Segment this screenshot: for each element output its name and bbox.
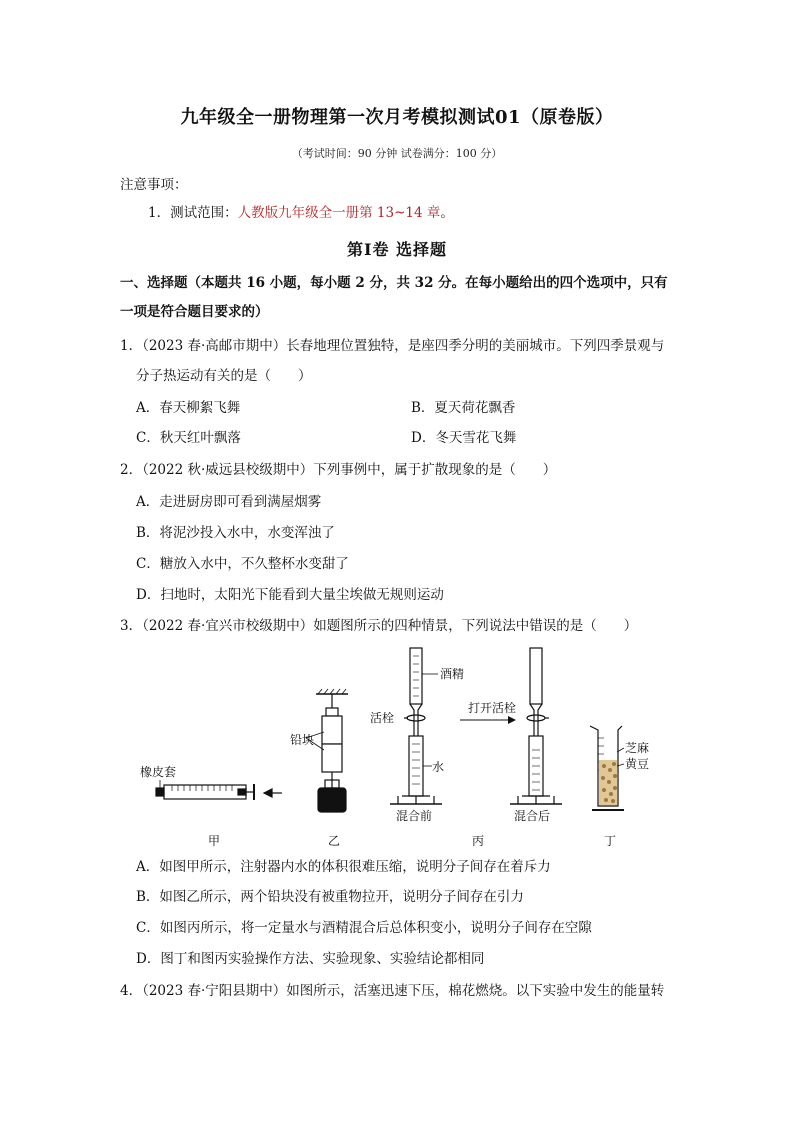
q1-stem-line2: 分子热运动有关的是（ ） <box>136 368 312 384</box>
q4-stem: 4．（2023 春·宁阳县期中）如图所示，活塞迅速下压，棉花燃烧。以下实验中发生的能量转 <box>120 983 665 999</box>
label-sesame: 芝麻 <box>625 741 650 755</box>
q2-option-c: C．糖放入水中，不久整杯水变甜了 <box>136 556 349 572</box>
alcohol-tube-before <box>410 648 422 704</box>
q1-option-c: C．秋天红叶飘落 <box>136 430 241 446</box>
notice-item-1-suffix: 。 <box>440 205 454 221</box>
q3-option-b: B．如图乙所示，两个铅块没有被重物拉开，说明分子间存在引力 <box>136 889 524 905</box>
test-scope: 人教版九年级全一册第 13~14 章 <box>237 205 441 221</box>
q1-option-b: B．夏天荷花飘香 <box>411 400 516 416</box>
tube-neck-after <box>530 704 542 736</box>
syringe-piston <box>238 789 246 795</box>
graduated-cylinder-diagram <box>590 726 624 810</box>
mixing-before-diagram <box>390 648 445 804</box>
q2-option-d: D．扫地时，太阳光下能看到大量尘埃做无规则运动 <box>136 587 444 603</box>
q2-option-a: A．走进厨房即可看到满屋烟雾 <box>136 494 322 510</box>
label-open-valve: 打开活栓 <box>468 701 517 715</box>
hook <box>326 708 338 716</box>
notice-item-1-prefix: 1．测试范围： <box>148 205 238 221</box>
lead-blocks-diagram <box>306 689 348 812</box>
syringe-barrel <box>164 785 246 799</box>
q1-stem-line1: 1．（2023 春·高邮市期中）长春地理位置独特，是座四季分明的美丽城市。下列四季景观与 <box>120 338 665 354</box>
label-ding: 丁 <box>604 834 617 848</box>
rubber-cap-shape <box>156 788 164 796</box>
label-jia: 甲 <box>208 834 221 848</box>
q1-option-a: A．春天柳絮飞舞 <box>136 400 241 416</box>
label-yi: 乙 <box>328 834 341 848</box>
q3-option-c: C．如图丙所示，将一定量水与酒精混合后总体积变小，说明分子间存在空隙 <box>136 920 592 936</box>
q3-stem: 3．（2022 春·宜兴市校级期中）如题图所示的四种情景，下列说法中错误的是（ ） <box>120 618 638 634</box>
syringe-diagram <box>156 784 282 800</box>
heavy-weight <box>318 788 346 812</box>
q2-stem: 2．（2022 秋·威远县校级期中）下列事例中，属于扩散现象的是（ ） <box>120 462 557 478</box>
label-bing: 丙 <box>472 834 485 848</box>
label-valve: 活栓 <box>370 711 395 725</box>
q3-figure <box>120 640 680 850</box>
label-soybean: 黄豆 <box>625 757 650 771</box>
open-valve-arrow-head <box>508 716 516 724</box>
mixing-after-diagram <box>510 648 562 804</box>
q2-option-b: B．将泥沙投入水中，水变浑浊了 <box>136 525 335 541</box>
label-rubber-cap: 橡皮套 <box>140 765 177 779</box>
valve-before <box>407 715 425 721</box>
part1-instructions-line1: 一、选择题（本题共 16 小题，每小题 2 分，共 32 分。在每小题给出的四个选项中，只有 <box>120 275 668 291</box>
notice-item-1 <box>148 204 454 222</box>
label-lead-block: 铅块 <box>290 733 315 747</box>
section-title: 第Ⅰ卷 选择题 <box>346 240 448 259</box>
part1-instructions-line2: 一项是符合题目要求的） <box>120 304 269 320</box>
label-water: 水 <box>432 760 445 774</box>
label-before-mixing: 混合前 <box>396 809 433 823</box>
syringe-scale <box>172 785 232 791</box>
water-tube-before <box>409 736 423 796</box>
alcohol-tube-after <box>530 648 542 704</box>
page-title: 九年级全一册物理第一次月考模拟测试01（原卷版） <box>180 107 614 128</box>
q1-option-d: D．冬天雪花飞舞 <box>411 430 517 446</box>
tube-neck-before <box>410 704 422 736</box>
label-after-mixing: 混合后 <box>514 809 551 823</box>
notice-heading: 注意事项： <box>120 177 188 193</box>
push-arrow-head <box>264 789 272 797</box>
valve-after <box>527 715 545 721</box>
lead-block-upper <box>322 716 342 744</box>
label-alcohol: 酒精 <box>440 667 465 681</box>
exam-info: （考试时间：90 分钟 试卷满分：100 分） <box>291 147 503 160</box>
q3-option-d: D．图丁和图丙实验操作方法、实验现象、实验结论都相同 <box>136 951 485 967</box>
lead-block-lower <box>322 744 342 772</box>
q3-figure-svg <box>120 640 680 850</box>
q3-option-a: A．如图甲所示，注射器内水的体积很难压缩，说明分子间存在着斥力 <box>136 859 551 875</box>
